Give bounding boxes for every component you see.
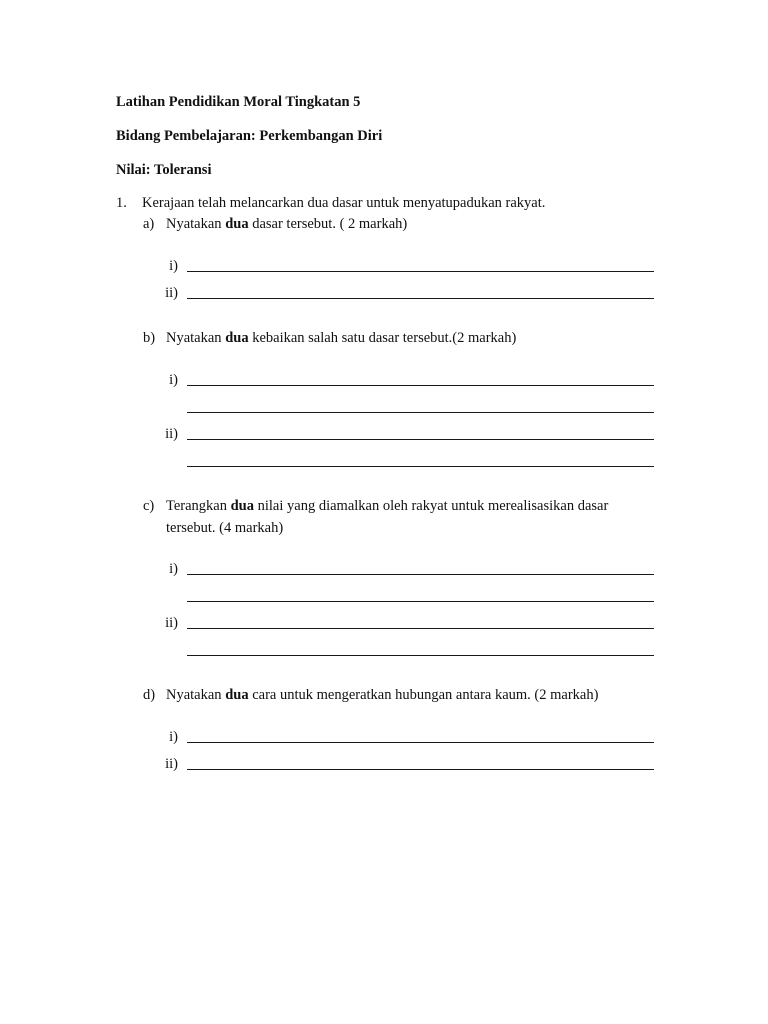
worksheet-title: Latihan Pendidikan Moral Tingkatan 5 xyxy=(116,94,361,110)
question-number: 1. xyxy=(116,195,127,211)
answer-line[interactable] xyxy=(187,385,654,386)
answer-line[interactable] xyxy=(187,439,654,440)
learning-area: Bidang Pembelajaran: Perkembangan Diri xyxy=(116,128,383,144)
part-b-label: b) xyxy=(143,330,156,346)
answer-b-i-label: i) xyxy=(169,372,178,388)
part-d-label: d) xyxy=(143,687,156,703)
moral-value: Nilai: Toleransi xyxy=(116,162,212,178)
answer-line[interactable] xyxy=(187,412,654,413)
answer-d-ii-label: ii) xyxy=(165,756,178,772)
part-d-text: Nyatakan dua cara untuk mengeratkan hubungan antara kaum. (2 markah) xyxy=(166,687,599,703)
part-c-text: Terangkan dua nilai yang diamalkan oleh rakyat untuk merealisasikan dasar xyxy=(166,498,609,514)
answer-line[interactable] xyxy=(187,298,654,299)
answer-c-ii-label: ii) xyxy=(165,615,178,631)
part-c-text-continued: tersebut. (4 markah) xyxy=(166,520,284,536)
answer-d-i-label: i) xyxy=(169,729,178,745)
answer-a-ii-label: ii) xyxy=(165,285,178,301)
answer-line[interactable] xyxy=(187,655,654,656)
answer-line[interactable] xyxy=(187,574,654,575)
answer-line[interactable] xyxy=(187,742,654,743)
part-a-text: Nyatakan dua dasar tersebut. ( 2 markah) xyxy=(166,216,408,232)
answer-a-i-label: i) xyxy=(169,258,178,274)
answer-c-i-label: i) xyxy=(169,561,178,577)
part-c-label: c) xyxy=(143,498,155,514)
answer-line[interactable] xyxy=(187,601,654,602)
part-b-text: Nyatakan dua kebaikan salah satu dasar tersebut.(2 markah) xyxy=(166,330,517,346)
answer-line[interactable] xyxy=(187,769,654,770)
question-text: Kerajaan telah melancarkan dua dasar untuk menyatupadukan rakyat. xyxy=(142,195,546,211)
answer-line[interactable] xyxy=(187,628,654,629)
answer-line[interactable] xyxy=(187,466,654,467)
answer-line[interactable] xyxy=(187,271,654,272)
answer-b-ii-label: ii) xyxy=(165,426,178,442)
part-a-label: a) xyxy=(143,216,155,232)
